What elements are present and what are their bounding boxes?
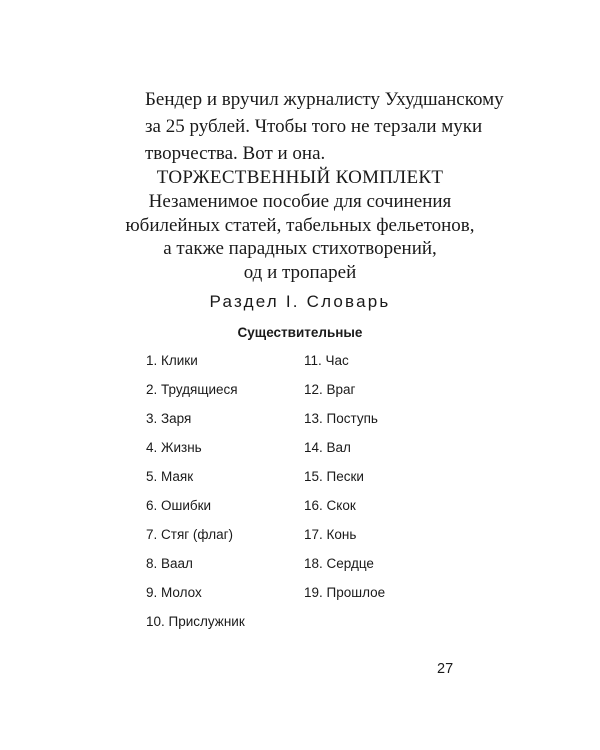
list-item: 19. Прошлое <box>304 585 386 600</box>
nouns-list-right <box>304 352 385 613</box>
subtitle-line: юбилейных статей, табельных фельетонов, <box>125 214 475 236</box>
list-item: 15. Пески <box>304 469 364 484</box>
paragraph-line: творчества. Вот и она. <box>145 143 326 164</box>
list-item: 6. Ошибки <box>146 498 212 513</box>
page-number: 27 <box>437 661 454 677</box>
list-item: 18. Сердце <box>304 556 374 571</box>
list-item: 3. Заря <box>146 411 192 426</box>
heading-subtitle <box>100 190 500 284</box>
list-item: 4. Жизнь <box>146 440 202 455</box>
paragraph-line: Бендер и вручил журналисту Ухудшанскому <box>145 89 504 110</box>
nouns-subheading: Существительные <box>237 325 363 340</box>
list-item: 7. Стяг (флаг) <box>146 527 234 542</box>
list-item: 17. Конь <box>304 527 357 542</box>
list-item: 16. Скок <box>304 498 356 513</box>
list-item: 9. Молох <box>146 585 202 600</box>
list-item: 10. Прислужник <box>146 614 245 629</box>
list-item: 2. Трудящиеся <box>146 382 238 397</box>
list-item: 14. Вал <box>304 440 351 455</box>
list-item: 1. Клики <box>146 353 198 368</box>
chapter-heading: ТОРЖЕСТВЕННЫЙ КОМПЛЕКТ <box>156 167 444 188</box>
nouns-list-left <box>146 352 245 642</box>
subtitle-line: од и тропарей <box>243 261 357 283</box>
paragraph-line: за 25 рублей. Чтобы того не терзали муки <box>145 116 483 137</box>
list-item: 13. Поступь <box>304 411 378 426</box>
list-item: 5. Маяк <box>146 469 194 484</box>
subtitle-line: а также парадных стихотворений, <box>163 238 437 259</box>
list-item: 11. Час <box>304 353 349 368</box>
subtitle-line: Незаменимое пособие для сочинения <box>148 191 452 212</box>
intro-paragraph <box>145 86 505 167</box>
list-item: 8. Ваал <box>146 556 193 571</box>
list-item: 12. Враг <box>304 382 356 397</box>
section-title: Раздел I. Словарь <box>209 292 391 311</box>
